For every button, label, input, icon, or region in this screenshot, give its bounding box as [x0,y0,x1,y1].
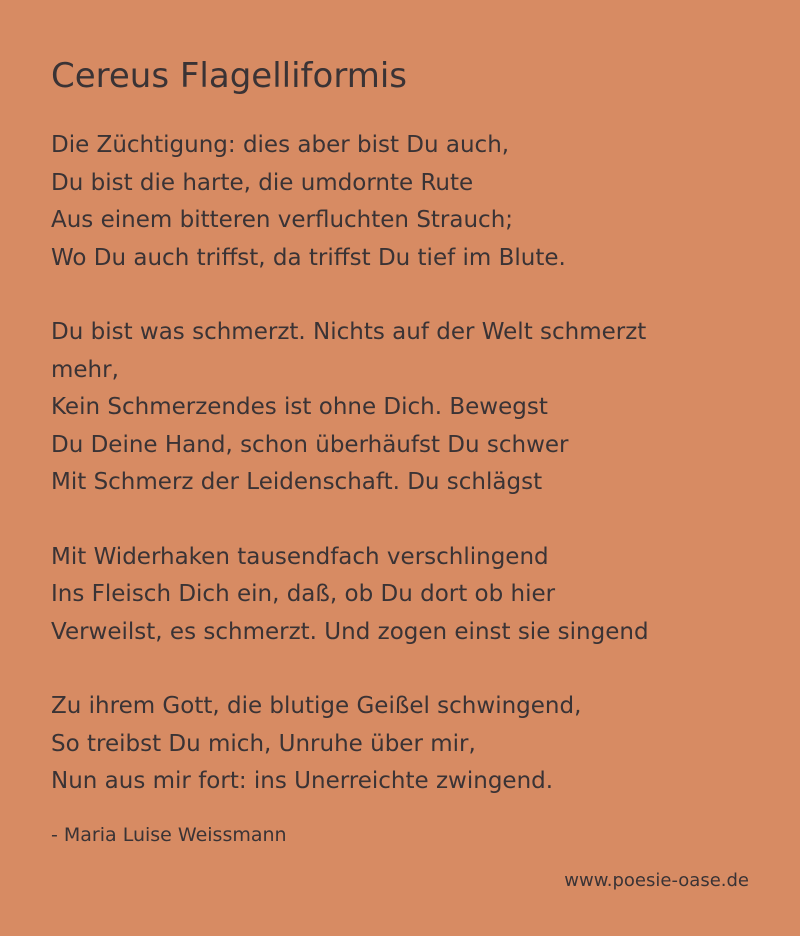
poem-line: Wo Du auch triffst, da triffst Du tief im Blute. [51,244,566,271]
poem-line: Du Deine Hand, schon überhäufst Du schwer [51,431,569,458]
poem-line: Verweilst, es schmerzt. Und zogen einst sie singend [51,618,649,645]
stanza [51,539,751,652]
poem-author: - Maria Luise Weissmann [51,824,287,846]
poem-line: So treibst Du mich, Unruhe über mir, [51,730,476,757]
poem-line: Nun aus mir fort: ins Unerreichte zwingend. [51,768,554,794]
stanza [51,688,751,801]
poem-line: Aus einem bitteren verfluchten Strauch; [51,207,514,233]
poem-line: mehr, [51,356,119,383]
poem-line: Ins Fleisch Dich ein, daß, ob Du dort ob hier [51,581,556,607]
poem-line: Du bist die harte, die umdornte Rute [51,169,474,196]
poem-title: Cereus Flagelliformis [51,56,407,96]
website-credit: www.poesie-oase.de [564,870,749,891]
poem-line: Du bist was schmerzt. Nichts auf der Welt schmerzt [51,319,647,345]
poem-line: Kein Schmerzendes ist ohne Dich. Bewegst [51,394,548,420]
poem-line: Zu ihrem Gott, die blutige Geißel schwingend, [51,693,582,719]
poem-body [51,127,751,838]
poem-line: Mit Schmerz der Leidenschaft. Du schlägst [51,469,543,495]
poem-line: Mit Widerhaken tausendfach verschlingend [51,543,549,570]
stanza [51,314,751,502]
poem-line: Die Züchtigung: dies aber bist Du auch, [51,132,510,158]
stanza [51,127,751,277]
